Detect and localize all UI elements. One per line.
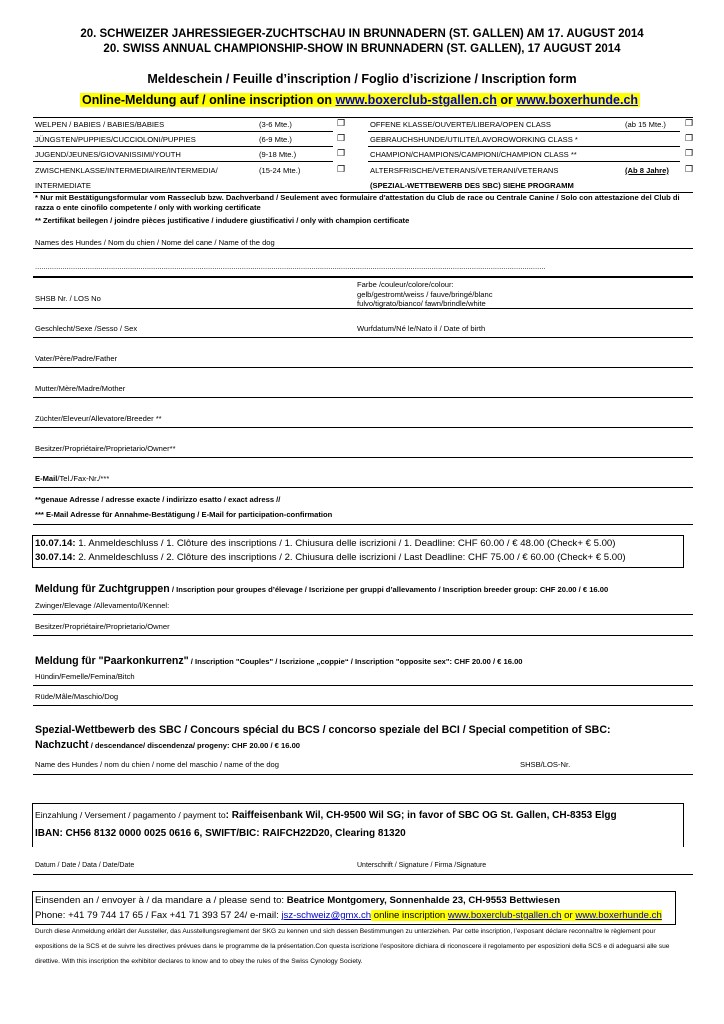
sex-label: Geschlecht/Sexe /Sesso / Sex	[35, 324, 138, 333]
class-label-champion: CHAMPION/CHAMPIONS/CAMPIONI/CHAMPION CLASS **	[370, 150, 577, 159]
divider	[368, 161, 680, 162]
checkbox-puppies[interactable]: ❐	[337, 133, 346, 143]
couples-subtitle: / Inscription "Couples" / Iscrizione „coppie“ / Inscription "opposite sex": CHF 20.00 / € 16.00	[188, 657, 523, 666]
send-to-box	[32, 891, 676, 925]
date-label: Datum / Date / Data / Date/Date	[35, 862, 135, 869]
email-label-rest: /Tel./Fax-Nr./***	[57, 474, 110, 483]
sex-birth-line[interactable]	[33, 337, 693, 338]
title-german: 20. SCHWEIZER JAHRESSIEGER-ZUCHTSCHAU IN BRUNNADERN (ST. GALLEN) AM 17. AUGUST 2014	[80, 28, 644, 40]
address-note: **genaue Adresse / adresse exacte / indirizzo esatto / exact adress //	[35, 495, 281, 504]
kennel-line[interactable]	[33, 614, 693, 615]
signature-line[interactable]	[33, 874, 693, 875]
couples-title: Meldung für "Paarkonkurrenz"	[35, 655, 189, 667]
divider	[33, 131, 333, 132]
special-competition-title: Spezial-Wettbewerb des SBC / Concours spécial du BCS / concorso speziale del BCI / Special competition of SBC:	[35, 724, 611, 736]
father-label: Vater/Père/Padre/Father	[35, 354, 118, 363]
class-label-open: OFFENE KLASSE/OUVERTE/LIBERA/OPEN CLASS	[370, 120, 551, 129]
owner-label: Besitzer/Propriétaire/Proprietario/Owner**	[35, 444, 176, 453]
couples-heading	[35, 655, 523, 667]
deadline-2	[35, 552, 626, 563]
divider	[33, 146, 333, 147]
contact-link-boxerclub[interactable]: www.boxerclub-stgallen.ch	[447, 910, 562, 921]
owner-line[interactable]	[33, 457, 693, 458]
checkbox-veterans[interactable]: ❐	[685, 164, 694, 174]
checkbox-intermediate[interactable]: ❐	[337, 164, 346, 174]
contact-phone: Phone: +41 79 744 17 65 / Fax +41 71 393 57 24/ e-mail:	[35, 910, 282, 921]
color-options-fr: gelb/gestromt/weiss / fauve/bringé/blanc	[357, 290, 493, 299]
class-label-youth: JUGEND/JEUNES/GIOVANISSIMI/YOUTH	[35, 150, 181, 159]
breeder-group-subtitle: / Inscription pour groupes d’élevage / Iscrizione per gruppi d’allevamento / Inscription breeder group: CHF 20.00 / € 16.00	[169, 585, 609, 594]
checkbox-open[interactable]: ❐	[685, 118, 694, 128]
online-or: or	[496, 93, 517, 107]
divider	[33, 276, 693, 278]
email-label-bold: E-Mail	[35, 474, 58, 483]
class-age-puppies: (6-9 Mte.)	[259, 135, 292, 144]
dog-name-label: Names des Hundes / Nom du chien / Nome del cane / Name of the dog	[35, 238, 275, 247]
checkbox-babies[interactable]: ❐	[337, 118, 346, 128]
class-label-veterans-extra: (SPEZIAL-WETTBEWERB DES SBC) SIEHE PROGRAMM	[370, 181, 574, 190]
class-label-working: GEBRAUCHSHUNDE/UTILITE/LAVOROWORKING CLASS *	[370, 135, 578, 144]
dog-male-line[interactable]	[33, 705, 693, 706]
contact-link-boxerhunde[interactable]: www.boxerhunde.ch	[575, 910, 662, 921]
group-owner-line[interactable]	[33, 635, 693, 636]
contact-or: or	[561, 910, 576, 921]
divider	[368, 131, 680, 132]
kennel-label: Zwinger/Elevage /Allevamento/l/Kennel:	[35, 601, 170, 610]
checkbox-working[interactable]: ❐	[685, 133, 694, 143]
breeder-group-title: Meldung für Zuchtgruppen	[35, 583, 170, 595]
dog-male-label: Rüde/Mâle/Maschio/Dog	[35, 692, 119, 701]
online-inscription-banner	[80, 93, 640, 107]
mother-line[interactable]	[33, 397, 693, 398]
class-age-babies: (3-6 Mte.)	[259, 120, 292, 129]
deadline-1	[35, 538, 615, 549]
progeny-line[interactable]	[33, 774, 693, 775]
bitch-label: Hündin/Femelle/Femina/Bitch	[35, 672, 135, 681]
divider	[368, 146, 680, 147]
breeder-line[interactable]	[33, 427, 693, 428]
class-age-open: (ab 15 Mte.)	[625, 120, 666, 129]
class-label-veterans: ALTERSFRISCHE/VETERANS/VETERANI/VETERANS	[370, 166, 559, 175]
group-owner-label: Besitzer/Propriétaire/Proprietario/Owner	[35, 622, 170, 631]
class-age-youth: (9-18 Mte.)	[259, 150, 297, 159]
deadline-2-text: 2. Anmeldeschluss / 2. Clôture des inscriptions / 2. Chiusura delle iscrizioni / Last Deadline: CHF 75.00 / € 60.00 (Check+ € 5.00)	[75, 552, 626, 563]
class-label-intermediate: ZWISCHENKLASSE/INTERMEDIAIRE/INTERMEDIA/	[35, 166, 218, 175]
deadlines-box	[32, 535, 684, 568]
checkbox-youth[interactable]: ❐	[337, 148, 346, 158]
send-to-name: Beatrice Montgomery, Sonnenhalde 23, CH-9553 Bettwiesen	[286, 895, 561, 906]
note-champion-certificate: ** Zertifikat beilegen / joindre pièces justificative / indudere giustificativi / only with champion certificate	[35, 216, 410, 225]
online-prefix: Online-Meldung auf / online inscription on	[82, 93, 336, 107]
checkbox-champion[interactable]: ❐	[685, 148, 694, 158]
divider	[33, 161, 333, 162]
class-label-intermediate-extra: INTERMEDIATE	[35, 181, 91, 190]
class-age-veterans: (Ab 8 Jahre)	[625, 166, 669, 175]
email-line[interactable]	[33, 487, 693, 488]
deadline-2-date: 30.07.14:	[35, 552, 76, 563]
color-label: Farbe /couleur/colore/colour:	[357, 280, 454, 289]
breeder-label: Züchter/Eleveur/Allevatore/Breeder **	[35, 414, 162, 423]
birth-date-label: Wurfdatum/Né le/Nato il / Date of birth	[357, 324, 486, 333]
shsb-line[interactable]	[33, 308, 693, 309]
progeny-title: Nachzucht	[35, 739, 89, 751]
note-working-certificate: * Nur mit Bestätigungsformular vom Rasseclub bzw. Dachverband / Seulement avec formulaire d'attestation du Club de race ou Centrale Canine / Solo con attestazione del Club di razza o ente cinofilo competente / only with working certificate	[35, 193, 680, 212]
class-label-puppies: JÜNGSTEN/PUPPIES/CUCCIOLONI/PUPPIES	[35, 135, 196, 144]
payment-line	[35, 810, 617, 821]
signature-label: Unterschrift / Signature / Firma /Signature	[357, 862, 487, 869]
payment-bank: : Raiffeisenbank Wil, CH-9500 Wil SG; in favor of SBC OG St. Gallen, CH-8353 Elgg	[225, 810, 617, 821]
dog-name-line[interactable]	[33, 248, 693, 249]
payment-box	[32, 803, 684, 847]
class-label-babies: WELPEN / BABIES / BABIES/BABIES	[35, 120, 165, 129]
father-line[interactable]	[33, 367, 693, 368]
divider	[33, 524, 693, 525]
shsb-label: SHSB Nr. / LOS No	[35, 294, 101, 303]
color-options-it-en: fulvo/tigrato/bianco/ fawn/brindle/white	[357, 299, 486, 308]
online-link-boxerclub[interactable]: www.boxerclub-stgallen.ch	[335, 93, 497, 107]
contact-online-prefix: online inscription	[371, 910, 448, 921]
breeder-group-heading	[35, 583, 608, 595]
deadline-1-date: 10.07.14:	[35, 538, 76, 549]
legal-footer: Durch diese Anmeldung erklärt der Aussteller, das Ausstellungsreglement der SKG zu kennen und sich dessen Bestimmungen zu unterziehen. Par cette inscription, l’exposant déclare reconnaître le règlement pour expositions de la SCS et de suivre les directives prévues dans le programme de la présentation.Con questa iscrizione l’espositore dichiara di riconoscere il regolamento per esposizioni della SCS e di adeguarsi alle sue direttive. With this inscription the exhibitor declares to know and to obey the rules of the Swiss Cynology Society.	[35, 928, 670, 965]
send-to-line	[35, 895, 560, 906]
payment-iban: IBAN: CH56 8132 0000 0025 0616 6, SWIFT/BIC: RAIFCH22D20, Clearing 81320	[35, 828, 406, 839]
progeny-dog-name-label: Name des Hundes / nom du chien / nome del maschio / name of the dog	[35, 760, 279, 769]
dog-name-dotted-line: ..................................................................................................................................................................................................................................................	[35, 262, 546, 271]
payment-prefix: Einzahlung / Versement / pagamento / payment to	[35, 810, 226, 820]
progeny-shsb-label: SHSB/LOS-Nr.	[520, 760, 571, 769]
progeny-subtitle: / descendance/ discendenza/ progeny: CHF 20.00 / € 16.00	[88, 741, 301, 750]
email-confirmation-note: *** E-Mail Adresse für Annahme-Bestätigung / E-Mail for participation-confirmation	[35, 510, 333, 519]
progeny-heading	[35, 739, 300, 751]
deadline-1-text: 1. Anmeldeschluss / 1. Clôture des inscriptions / 1. Chiusura delle iscrizioni / 1. Deadline: CHF 60.00 / € 48.00 (Check+ € 5.00)	[75, 538, 616, 549]
title-english: 20. SWISS ANNUAL CHAMPIONSHIP-SHOW IN BRUNNADERN (ST. GALLEN), 17 AUGUST 2014	[103, 43, 621, 55]
class-age-intermediate: (15-24 Mte.)	[259, 166, 301, 175]
contact-email-link[interactable]: jsz-schweiz@gmx.ch	[281, 910, 372, 921]
email-label	[35, 474, 109, 483]
mother-label: Mutter/Mère/Madre/Mother	[35, 384, 126, 393]
contact-line	[35, 910, 662, 921]
divider	[33, 117, 693, 118]
form-title: Meldeschein / Feuille d’inscription / Foglio d’iscrizione / Inscription form	[147, 72, 577, 86]
online-link-boxerhunde[interactable]: www.boxerhunde.ch	[516, 93, 639, 107]
bitch-line[interactable]	[33, 685, 693, 686]
send-to-prefix: Einsenden an / envoyer à / da mandare a / please send to:	[35, 895, 287, 906]
